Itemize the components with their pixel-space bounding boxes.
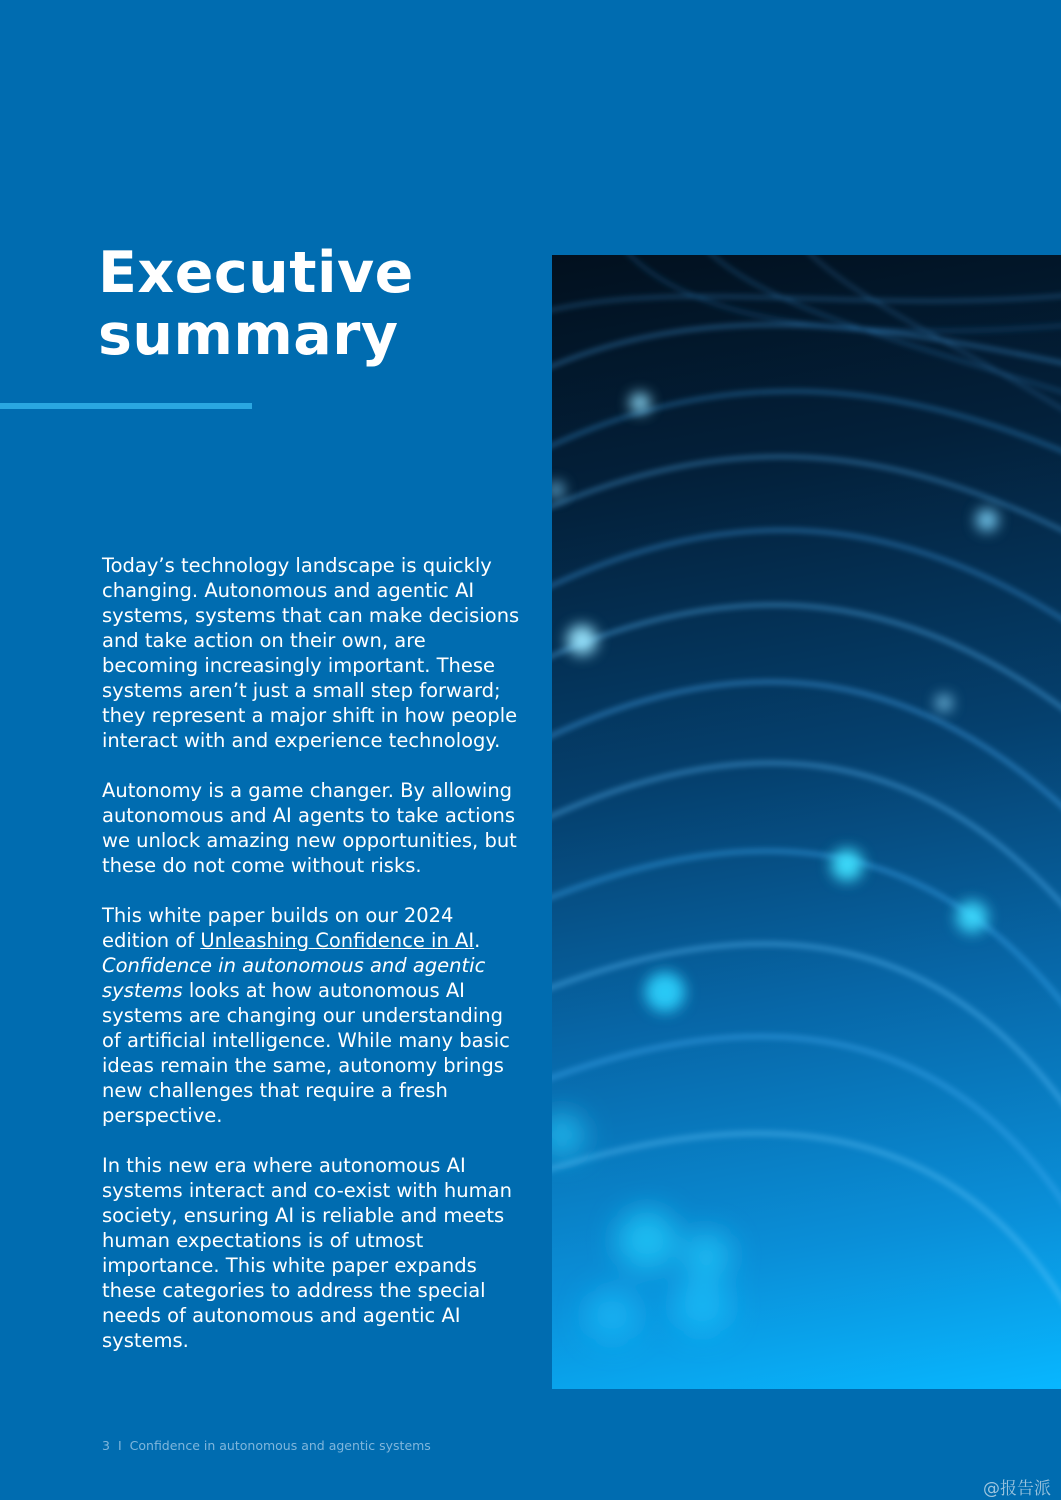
watermark: @报告派 <box>983 1479 1051 1499</box>
paragraph-3-rest: looks at how autonomous AI systems are changing our understanding of artificial intelligence. While many basic ideas remain the same, autonomy brings new challenges that require a fresh perspective. <box>102 979 510 1127</box>
page-title <box>98 242 414 366</box>
body-text <box>102 553 522 1378</box>
page-footer <box>102 1438 431 1453</box>
page-number: 3 <box>102 1438 110 1453</box>
paragraph-3-italic-title: Confidence in autonomous and agentic systems <box>102 954 486 1002</box>
title-line-1: Executive <box>98 240 414 306</box>
paragraph-1: Today’s technology landscape is quickly changing. Autonomous and agentic AI systems, systems that can make decisions and take action on their own, are becoming increasingly important. These systems aren’t just a small step forward; they represent a major shift in how people interact with and experience technology. <box>102 554 520 752</box>
footer-separator: I <box>117 1438 122 1453</box>
unleashing-confidence-link[interactable]: Unleashing Confidence in AI <box>200 929 475 952</box>
paragraph-3-lead: This white paper builds on our 2024 edition of <box>102 904 454 952</box>
paragraph-2: Autonomy is a game changer. By allowing autonomous and AI agents to take actions we unlock amazing new opportunities, but these do not come without risks. <box>102 779 517 877</box>
accent-rule <box>0 403 252 409</box>
paragraph-4: In this new era where autonomous AI systems interact and co-exist with human society, ensuring AI is reliable and meets human expectations is of utmost importance. This white paper expands these categories to address the special needs of autonomous and agentic AI systems. <box>102 1154 512 1352</box>
footer-document-title: Confidence in autonomous and agentic systems <box>129 1438 431 1453</box>
abstract-light-trails-image <box>552 255 1061 1389</box>
paragraph-3 <box>102 903 522 1128</box>
paragraph-3-dot: . <box>474 929 481 952</box>
title-line-2: summary <box>98 302 399 368</box>
